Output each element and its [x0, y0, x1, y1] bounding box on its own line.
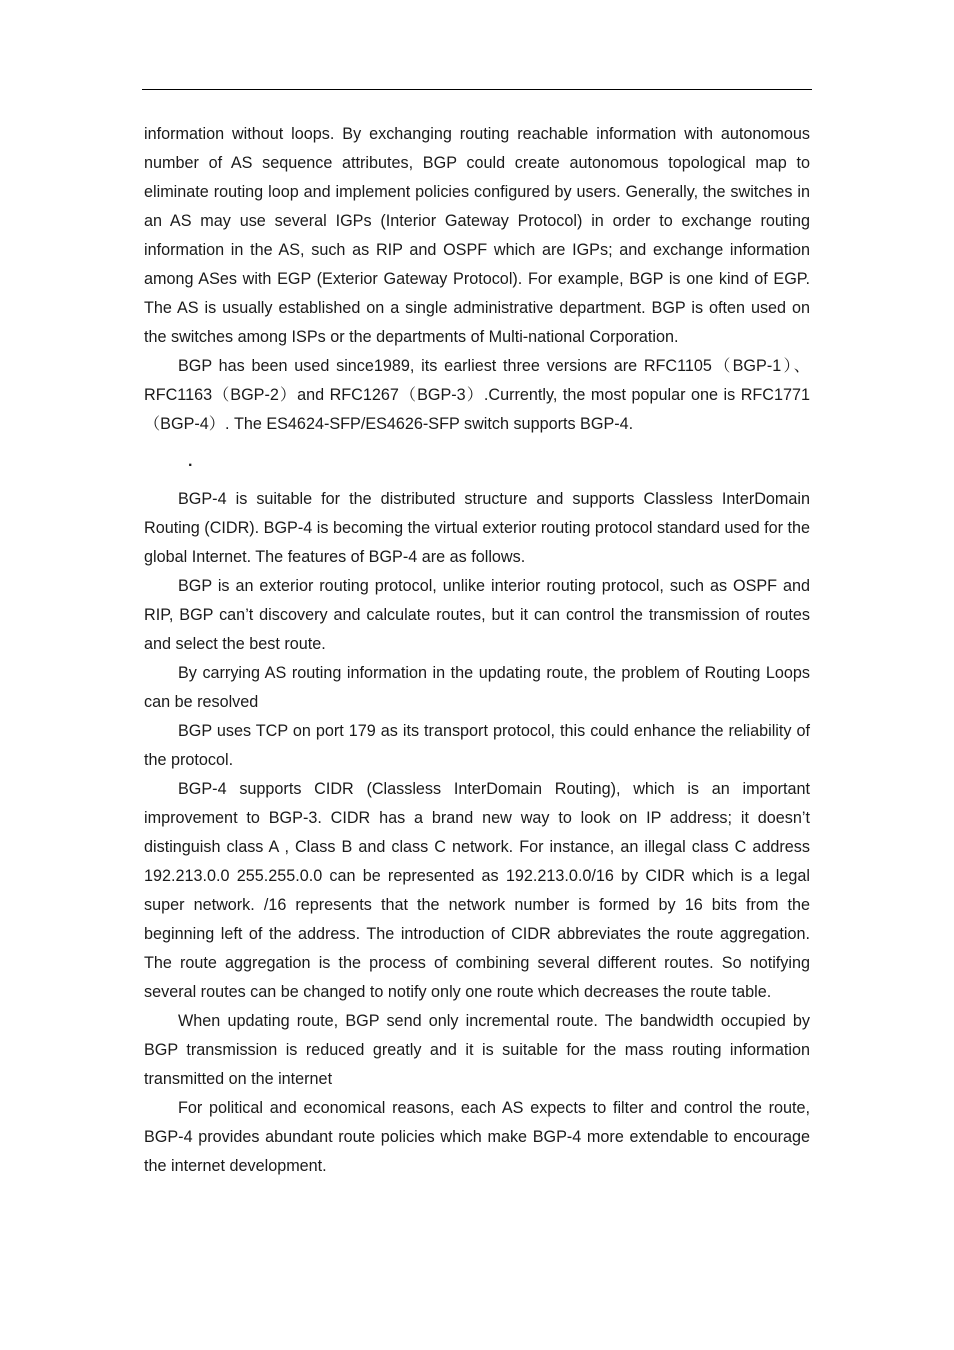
bullet-mark: · [188, 457, 194, 474]
header-rule [142, 89, 812, 90]
paragraph: BGP is an exterior routing protocol, unlike interior routing protocol, such as OSPF and RIP, BGP can’t discovery and calculate routes, but it can control the transmission of routes and select the best route. [144, 577, 810, 653]
paragraph: BGP-4 is suitable for the distributed structure and supports Classless InterDomain Routing (CIDR). BGP-4 is becoming the virtual exterior routing protocol standard used for the global Internet. The features of BGP-4 are as follows. [144, 490, 810, 566]
paragraph: When updating route, BGP send only incremental route. The bandwidth occupied by BGP transmission is reduced greatly and it is suitable for the mass routing information transmitted on the internet [144, 1012, 810, 1088]
document-body [144, 120, 810, 1181]
paragraph: By carrying AS routing information in the updating route, the problem of Routing Loops can be resolved [144, 664, 810, 711]
paragraph: BGP-4 supports CIDR (Classless InterDomain Routing), which is an important improvement to BGP-3. CIDR has a brand new way to look on IP address; it doesn’t distinguish class A , Class B and class C network. For instance, an illegal class C address 192.213.0.0 255.255.0.0 can be represented as 192.213.0.0/16 by CIDR which is a legal super network. /16 represents that the network number is formed by 16 bits from the beginning left of the address. The introduction of CIDR abbreviates the route aggregation. The route aggregation is the process of combining several different routes. So notifying several routes can be changed to notify only one route which decreases the route table. [144, 780, 810, 1001]
paragraph: information without loops. By exchanging routing reachable information with autonomous number of AS sequence attributes, BGP could create autonomous topological map to eliminate routing loop and implement policies configured by users. Generally, the switches in an AS may use several IGPs (Interior Gateway Protocol) in order to exchange routing information in the AS, such as RIP and OSPF which are IGPs; and exchange information among ASes with EGP (Exterior Gateway Protocol). For example, BGP is one kind of EGP. The AS is usually established on a single administrative department. BGP is often used on the switches among ISPs or the departments of Multi-national Corporation. [144, 125, 810, 346]
paragraph: BGP has been used since1989, its earliest three versions are RFC1105（BGP-1）、RFC1163（BGP-2）and RFC1267（BGP-3）.Currently, the most popular one is RFC1771（BGP-4）. The ES4624-SFP/ES4626-SFP switch supports BGP-4. [144, 357, 810, 433]
paragraph: For political and economical reasons, each AS expects to filter and control the route, BGP-4 provides abundant route policies which make BGP-4 more extendable to encourage the internet development. [144, 1099, 810, 1175]
paragraph: BGP uses TCP on port 179 as its transport protocol, this could enhance the reliability of the protocol. [144, 722, 810, 769]
